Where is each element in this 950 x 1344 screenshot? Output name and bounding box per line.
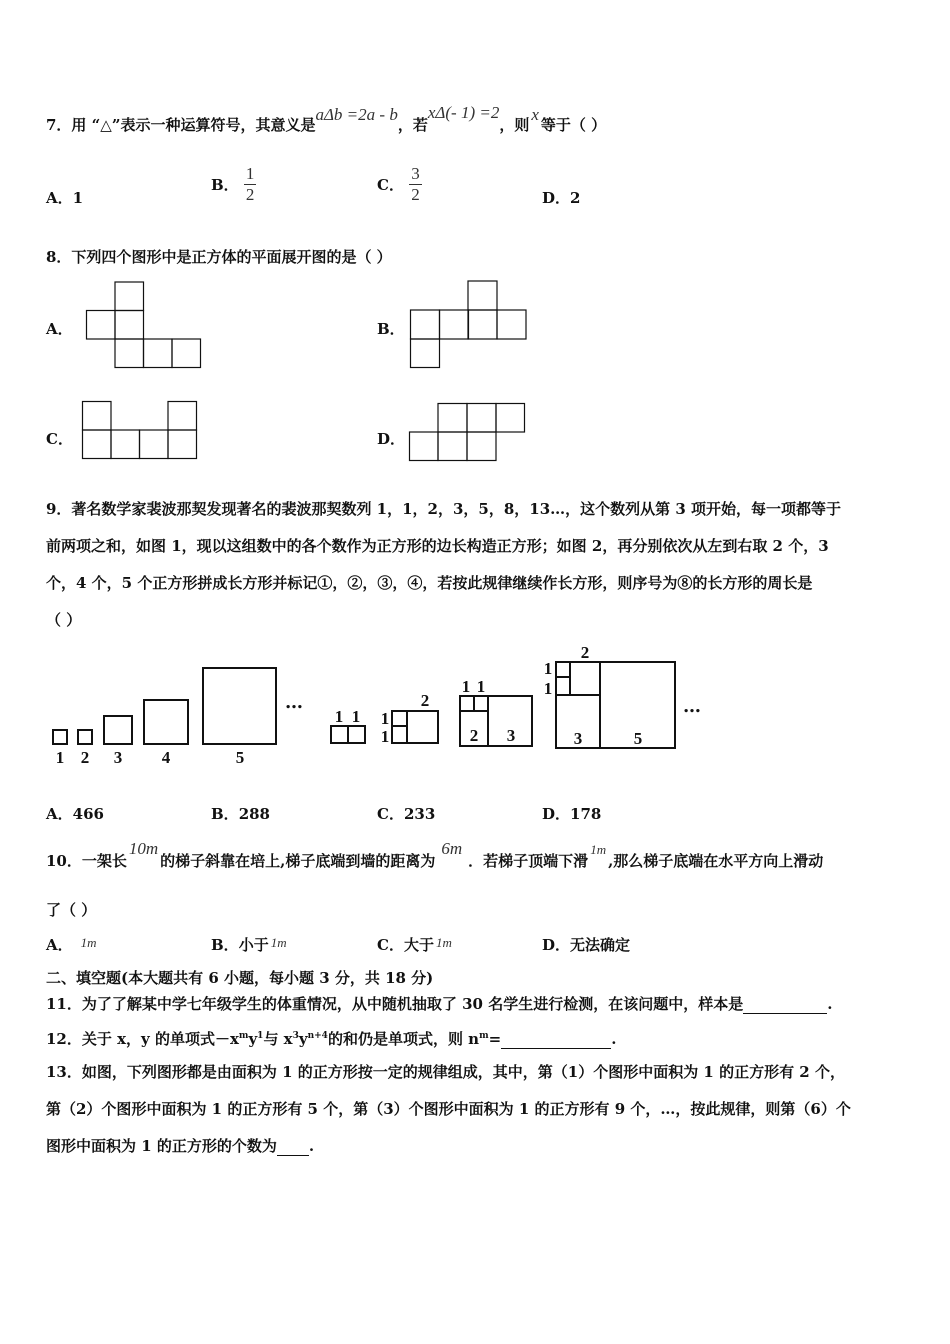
q12 (46, 1028, 616, 1049)
option-value: 1 (72, 189, 84, 207)
q9-figure-1 (50, 665, 320, 770)
q10-option-b[interactable] (211, 934, 287, 955)
q9-figure-2 (325, 640, 715, 765)
q8-net-b[interactable] (410, 281, 527, 368)
q7-option-c[interactable] (377, 164, 422, 205)
q10-text-1: 10．一架长 (46, 852, 127, 870)
q13-line-3 (46, 1135, 314, 1156)
fraction-one-half (244, 164, 257, 205)
q10-slide: 1m (590, 842, 607, 857)
section-heading-fill-in: 二、填空题(本大题共有 6 小题，每小题 3 分，共 18 分) (46, 969, 434, 987)
q7-prefix: 7．用 “△”表示一种运算符号，其意义是 (46, 116, 316, 134)
q10-text-3: ．若梯子顶端下滑 (468, 852, 589, 870)
q7-variable: x (531, 105, 539, 124)
square-3 (104, 716, 132, 744)
q9-option-c[interactable] (377, 803, 435, 824)
q12-text: y (248, 1030, 258, 1048)
q9-line-3: 个，4 个，5 个正方形拼成长方形并标记①，②，③，④，若按此规律继续作长方形，则序号为⑧的长方形的周长是 (46, 574, 813, 592)
denominator: 2 (411, 185, 420, 204)
q7-definition: aΔb =2a - b (315, 105, 398, 124)
fig1-label-5: 5 (235, 748, 245, 767)
option-label: A． (46, 936, 73, 954)
q13-end: . (308, 1137, 315, 1155)
q8-net-c[interactable] (82, 401, 199, 459)
q10-text-2: 的梯子斜靠在培上,梯子底端到墙的距离为 (160, 852, 436, 870)
q12-text: 与 x (263, 1030, 293, 1048)
q13-answer-blank[interactable] (277, 1137, 309, 1156)
q9-line-4: （ ） (46, 611, 82, 629)
fraction-three-halves (409, 164, 422, 205)
q9-option-d[interactable] (542, 803, 601, 824)
q11 (46, 993, 832, 1014)
q11-end: . (827, 995, 833, 1013)
q13-line-1: 13．如图，下列图形都是由面积为 1 的正方形按一定的规律组成，其中，第（1）个图形中面积为 1 的正方形有 2 个， (46, 1063, 845, 1081)
q12-exp: m (479, 1031, 489, 1041)
q9-line-1: 9．著名数学家裴波那契发现著名的裴波那契数列 1，1，2，3，5，8，13…，这个数列从第 3 项开始，每一项都等于 (46, 500, 842, 518)
option-label: B． (211, 176, 239, 194)
option-value: 233 (403, 805, 436, 823)
fig1-label-3: 3 (113, 748, 123, 767)
option-label: B． (211, 805, 239, 823)
option-math: 1m (270, 935, 287, 950)
q11-answer-blank[interactable] (743, 995, 827, 1014)
fig2-label: 1 (476, 677, 486, 696)
option-math: 1m (80, 935, 97, 950)
option-label: D． (542, 805, 571, 823)
q7-option-d[interactable] (542, 187, 580, 208)
fig1-label-4: 4 (161, 748, 171, 767)
q13-text: 图形中面积为 1 的正方形的个数为 (46, 1137, 277, 1155)
q8-net-d[interactable] (409, 403, 526, 461)
q7-mid: ，若 (397, 116, 428, 134)
q11-text: 11．为了了解某中学七年级学生的体重情况，从中随机抽取了 30 名学生进行检测，在该问题中，样本是 (46, 995, 744, 1013)
option-text: 小于 (238, 936, 269, 954)
fig1-label-2: 2 (80, 748, 90, 767)
option-label: C． (377, 805, 404, 823)
q9-fig2-ellipsis: … (683, 696, 701, 717)
q12-exp: m (238, 1031, 249, 1041)
option-label: D． (542, 189, 571, 207)
fig1-label-1: 1 (55, 748, 65, 767)
fig2-label: 1 (380, 709, 390, 728)
fig2-label: 1 (351, 707, 361, 726)
q7-then: ，则 (499, 116, 530, 134)
q10-distance: 6m (441, 839, 463, 858)
fig2-label: 5 (633, 729, 643, 748)
q8-option-c-label[interactable]: C． (46, 430, 73, 448)
fig2-label: 3 (506, 726, 516, 745)
option-label: D． (542, 936, 571, 954)
fig2-label: 1 (461, 677, 471, 696)
q12-exp: 1 (257, 1031, 264, 1041)
fig2-label: 2 (420, 691, 430, 710)
option-label: C． (377, 936, 404, 954)
q12-exp: 3 (292, 1031, 299, 1041)
q8-option-a-label[interactable]: A． (46, 320, 73, 338)
q8-stem: 8．下列四个图形中是正方体的平面展开图的是（ ） (46, 248, 392, 266)
q8-option-b-label[interactable]: B． (377, 320, 405, 338)
option-label: A． (46, 189, 73, 207)
square-1 (53, 730, 67, 744)
q9-option-b[interactable] (211, 803, 270, 824)
q8-option-d-label[interactable]: D． (377, 430, 406, 448)
square-4 (144, 700, 188, 744)
q12-answer-blank[interactable] (501, 1030, 611, 1049)
numerator: 1 (245, 164, 255, 183)
q12-text: y (298, 1030, 308, 1048)
q9-fig1-ellipsis: … (285, 692, 303, 713)
q13-line-2: 第（2）个图形中面积为 1 的正方形有 5 个，第（3）个图形中面积为 1 的正方形有 9 个，…，按此规律，则第（6）个 (46, 1100, 851, 1118)
option-value: 466 (72, 805, 104, 823)
q10-option-d[interactable] (542, 934, 630, 955)
q12-end: . (611, 1030, 617, 1048)
q7-option-b[interactable] (211, 164, 256, 205)
fig2-label: 3 (573, 729, 583, 748)
option-math: 1m (435, 935, 452, 950)
q12-text: 的和仍是单项式，则 n (327, 1030, 480, 1048)
q12-exp: n+4 (307, 1031, 328, 1041)
denominator: 2 (245, 185, 255, 204)
fig2-label: 2 (580, 643, 590, 662)
q7-stem (46, 103, 607, 135)
q10-stem (46, 839, 824, 871)
q12-text: 12．关于 x，y 的单项式－x (46, 1030, 239, 1048)
option-label: B． (211, 936, 239, 954)
q7-condition: xΔ(- 1) =2 (427, 103, 500, 122)
option-text: 大于 (403, 936, 434, 954)
q10-text-4: ,那么梯子底端在水平方向上滑动 (608, 852, 824, 870)
q9-option-a[interactable] (46, 803, 104, 824)
fig2-label: 1 (543, 659, 553, 678)
q10-option-c[interactable] (377, 934, 452, 955)
numerator: 3 (411, 164, 420, 183)
q9-line-2: 前两项之和，如图 1，现以这组数中的各个数作为正方形的边长构造正方形；如图 2，再分别依次从左到右取 2 个，3 (46, 537, 829, 555)
option-value: 178 (570, 805, 602, 823)
fig2-label: 1 (334, 707, 344, 726)
option-value: 288 (238, 805, 270, 823)
fig2-label: 1 (380, 727, 390, 746)
option-text: 无法确定 (570, 936, 631, 954)
square-2 (78, 730, 92, 744)
q10-stem-end: 了（ ） (46, 901, 97, 919)
option-label: C． (377, 176, 404, 194)
q10-ladder-length: 10m (128, 839, 159, 858)
q7-suffix: 等于（ ） (540, 116, 607, 134)
fig2-label: 2 (469, 726, 479, 745)
q8-net-a[interactable] (86, 282, 202, 368)
fig2-label: 1 (543, 679, 553, 698)
q12-text: = (488, 1030, 502, 1048)
option-value: 2 (570, 189, 581, 207)
q7-option-a[interactable] (46, 187, 83, 208)
q10-option-a[interactable] (46, 934, 97, 955)
option-label: A． (46, 805, 73, 823)
square-5 (203, 668, 276, 744)
